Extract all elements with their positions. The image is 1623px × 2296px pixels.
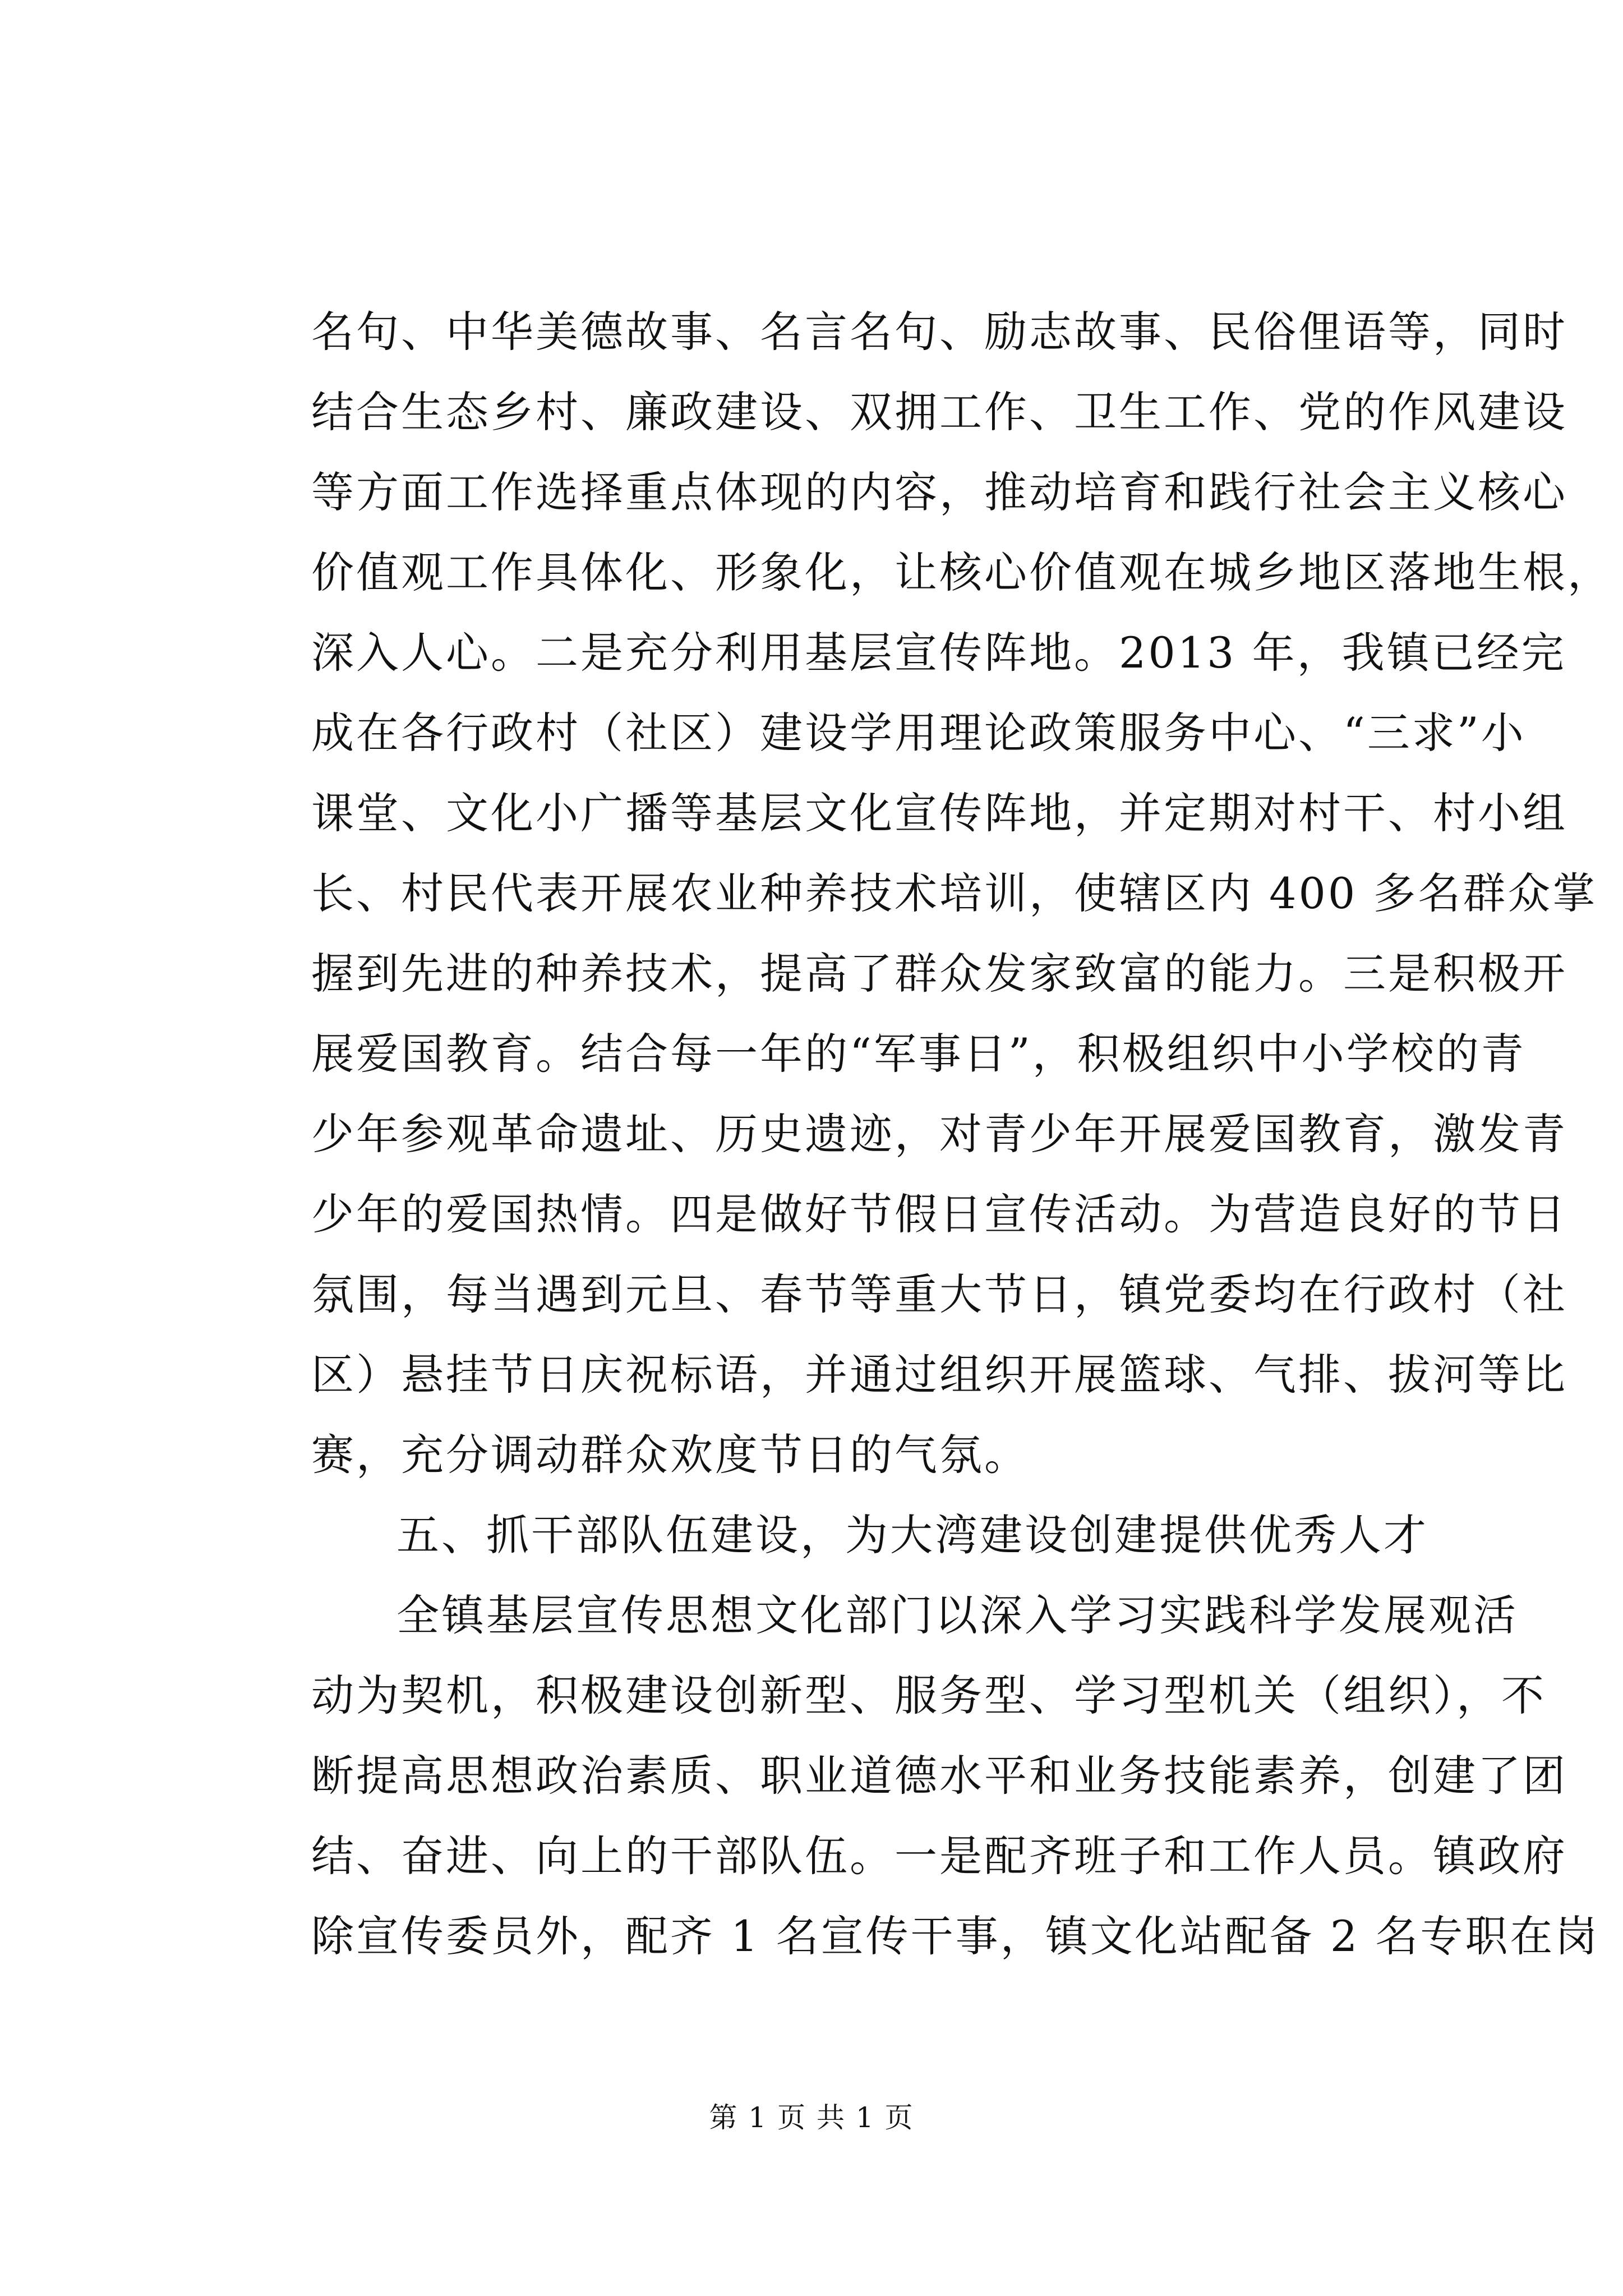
paragraph-line: 全镇基层宣传思想文化部门以深入学习实践科学发展观活 (396, 1590, 1518, 1640)
section-heading: 五、抓干部队伍建设，为大湾建设创建提供优秀人才 (396, 1510, 1428, 1560)
paragraph-line: 价值观工作具体化、形象化，让核心价值观在城乡地区落地生根， (311, 547, 1612, 597)
paragraph-line: 课堂、文化小广播等基层文化宣传阵地，并定期对村干、村小组 (311, 788, 1567, 838)
paragraph-line: 结合生态乡村、廉政建设、双拥工作、卫生工作、党的作风建设 (311, 387, 1567, 437)
paragraph-line: 除宣传委员外，配齐 1 名宣传干事，镇文化站配备 2 名专职在岗 (311, 1911, 1600, 1961)
paragraph-line: 等方面工作选择重点体现的内容，推动培育和践行社会主义核心 (311, 467, 1567, 517)
paragraph-line: 少年参观革命遗址、历史遗迹，对青少年开展爱国教育，激发青 (311, 1109, 1567, 1159)
document-body (311, 292, 1612, 1976)
paragraph-line: 展爱国教育。结合每一年的“军事日”，积极组织中小学校的青 (311, 1029, 1526, 1079)
paragraph-line: 断提高思想政治素质、职业道德水平和业务技能素养，创建了团 (311, 1751, 1567, 1801)
paragraph-line: 氛围，每当遇到元旦、春节等重大节日，镇党委均在行政村（社 (311, 1269, 1567, 1319)
paragraph-line: 成在各行政村（社区）建设学用理论政策服务中心、“三求”小 (311, 708, 1526, 758)
paragraph-line: 长、村民代表开展农业种养技术培训，使辖区内 400 多名群众掌 (311, 868, 1598, 918)
paragraph-line: 握到先进的种养技术，提高了群众发家致富的能力。三是积极开 (311, 949, 1567, 999)
page-footer: 第 1 页 共 1 页 (709, 2101, 914, 2134)
paragraph-line: 结、奋进、向上的干部队伍。一是配齐班子和工作人员。镇政府 (311, 1831, 1567, 1881)
paragraph-line: 区）悬挂节日庆祝标语，并通过组织开展篮球、气排、拔河等比 (311, 1350, 1567, 1400)
paragraph-line: 赛，充分调动群众欢度节日的气氛。 (311, 1430, 1029, 1480)
paragraph-line: 动为契机，积极建设创新型、服务型、学习型机关（组织），不 (311, 1671, 1546, 1720)
paragraph-line: 少年的爱国热情。四是做好节假日宣传活动。为营造良好的节日 (311, 1189, 1567, 1239)
paragraph-line: 深入人心。二是充分利用基层宣传阵地。2013 年，我镇已经完 (311, 628, 1566, 678)
paragraph-line: 名句、中华美德故事、名言名句、励志故事、民俗俚语等，同时 (311, 307, 1567, 357)
